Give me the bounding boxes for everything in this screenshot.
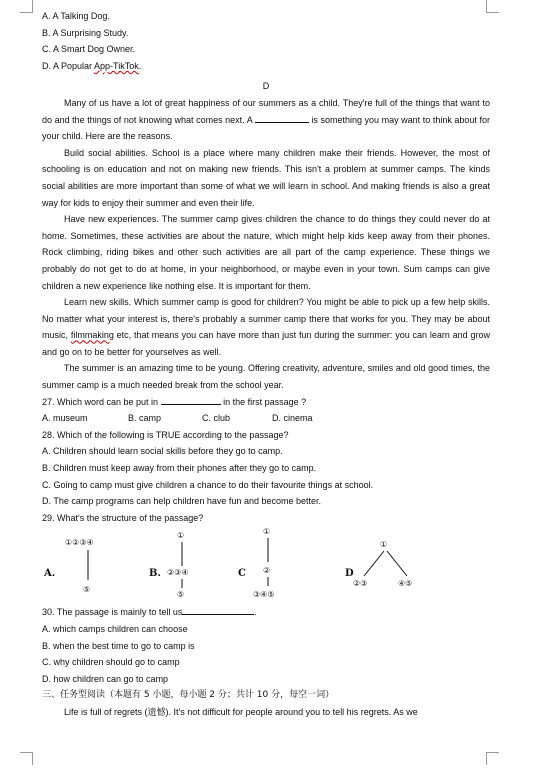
diagram-d — [345, 540, 412, 588]
diagram-node: ② — [263, 566, 271, 576]
diagram-node: ①②③④ — [65, 538, 94, 548]
fill-blank — [161, 395, 221, 405]
question-text: 30. The passage is mainly to tell us — [42, 607, 183, 618]
question-text: in the first passage ? — [223, 396, 307, 407]
paragraph-text: Learn new skills. Which summer camp is good for children? You might be able to pick up a few help skills. No matter what your interest is, there's probably a summer camp there that works for you. They may be about music, — [42, 297, 490, 341]
exam-content — [42, 8, 490, 721]
passage-letter: D — [262, 81, 270, 92]
option-d: D. The camp programs can help children have fun and become better. — [42, 496, 321, 507]
diagram-node: ① — [263, 528, 271, 537]
option-line: A. A Talking Dog. — [42, 11, 110, 21]
option-text: D. A Popular — [42, 60, 95, 71]
spellcheck-word: App-TikTok — [94, 60, 139, 71]
diagram-letter: D — [345, 568, 354, 580]
spellcheck-word: filmmaking — [70, 330, 114, 341]
question-30-stem — [42, 604, 490, 621]
diagram-letter: A. — [44, 568, 56, 580]
question-29-stem: 29. What's the structure of the passage? — [42, 512, 204, 523]
diagram-node: ⑤ — [177, 590, 185, 600]
diagram-letter: B. — [149, 568, 161, 580]
crop-mark — [20, 752, 33, 765]
crop-mark — [486, 752, 499, 765]
diagram-node: ④⑤ — [398, 579, 413, 589]
structure-diagrams — [42, 528, 490, 602]
crop-mark — [20, 0, 33, 13]
diagram-node: ②③④ — [167, 568, 189, 578]
question-text: . — [254, 607, 257, 618]
diagram-b — [149, 531, 189, 599]
paragraph-text: is something you may want to think about for your child. Here are the reasons. — [42, 114, 490, 142]
paragraph-text: Many of us have a lot of great happiness of our summers as a child. They're full of the things that want to do and the things of not knowing what comes next. A — [42, 97, 490, 125]
fill-blank — [255, 113, 309, 123]
structure-diagrams-svg — [42, 528, 490, 602]
diagram-node: ① — [177, 531, 185, 541]
question-27-stem — [42, 394, 490, 411]
fill-blank — [182, 605, 254, 615]
option-line: B. A Surprising Study. — [42, 27, 129, 38]
diagram-letter: C — [238, 568, 246, 580]
option-b: B. Children must keep away from their phones after they go to camp. — [42, 463, 317, 474]
paragraph: Build social abilities. School is a place where many children make their friends. However, the most of schooling is on education and not on making new friends. This isn't a problem at summer camps. The kinds social abilities are more important than some of what we will learn in school. And making friends is also a great way for kids to enjoy their summer and even their life. — [42, 147, 490, 208]
paragraph: The summer is an amazing time to be young. Offering creativity, adventure, smiles and old good times, the summer camp is a much needed break from the school year. — [42, 363, 490, 391]
connector-line — [364, 551, 384, 576]
diagram-c — [238, 528, 275, 599]
option-c: C. Going to camp must give children a chance to do their favourite things at school. — [42, 479, 374, 490]
option-a: A. Children should learn social skills before they go to camp. — [42, 446, 283, 457]
option-text: . — [138, 60, 142, 71]
option-c: C. club — [202, 413, 231, 424]
question-27-options — [42, 410, 490, 427]
option-d: D. how children can go to camp — [42, 673, 169, 684]
section-heading: 三、任务型阅读（本题有 5 小题，每小题 2 分；共计 10 分，每空一词） — [42, 690, 335, 701]
paragraph — [42, 294, 490, 360]
question-28-stem: 28. Which of the following is TRUE according to the passage? — [42, 429, 289, 440]
diagram-node: ②③ — [353, 579, 368, 589]
option-b: B. when the best time to go to camp is — [42, 640, 195, 651]
option-line — [42, 58, 490, 75]
option-c: C. why children should go to camp — [42, 657, 180, 668]
diagram-node: ③④⑤ — [253, 590, 275, 600]
option-line: C. A Smart Dog Owner. — [42, 44, 136, 55]
diagram-a — [43, 538, 94, 594]
diagram-node: ⑤ — [83, 585, 91, 595]
connector-line — [387, 551, 407, 576]
paragraph: Have new experiences. The summer camp gives children the chance to do things they could never do at home. Sometimes, these activities are about the nature, which might help kids keep away from their phones. Rock climbing, riding bikes and other such activities are all part of the camp experience. These things we probably do not get to do at home, in your neighborhood, or maybe even in your town. Sum camps can give children a new experience like nothing else. It is important for them. — [42, 214, 490, 291]
option-b: B. camp — [128, 413, 162, 424]
paragraph-text: etc, that means you can have more than just fun during the summer: you can learn and grow and go on to be better for yourselves as well. — [42, 330, 490, 357]
paragraph — [42, 95, 490, 145]
paragraph-start: Life is full of regrets (遗憾). It's not difficult for people around you to tell his regrets. As we — [64, 706, 418, 717]
question-text: 27. Which word can be put in — [42, 396, 159, 407]
option-a: A. museum — [42, 413, 88, 424]
option-a: A. which camps children can choose — [42, 624, 188, 634]
diagram-node: ① — [380, 540, 388, 550]
option-d: D. cinema — [272, 413, 313, 424]
